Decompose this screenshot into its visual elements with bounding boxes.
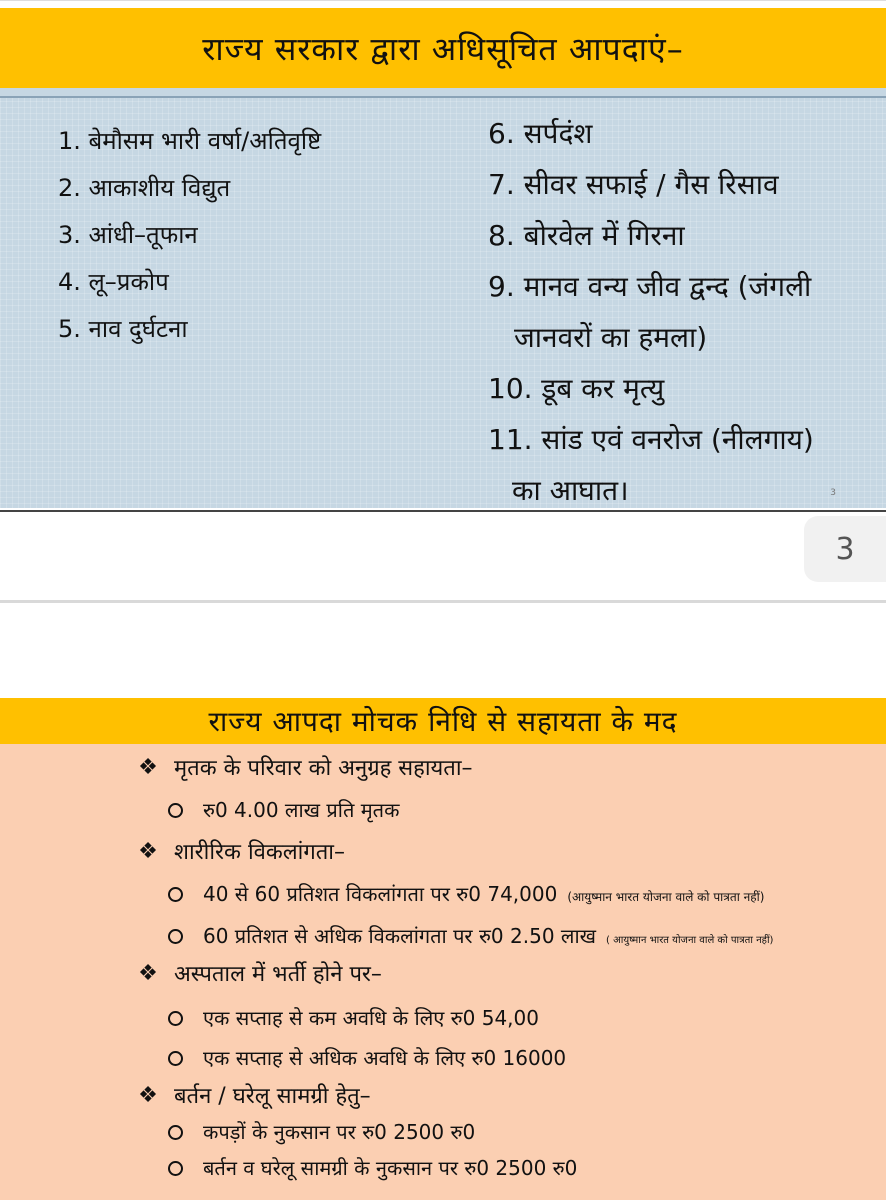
section-heading-text: अस्पताल में भर्ती होने पर– bbox=[174, 962, 382, 987]
sub-item-text: 60 प्रतिशत से अधिक विकलांगता पर रु0 2.50 लाख bbox=[203, 924, 597, 948]
sub-item bbox=[168, 922, 773, 949]
list-item: 4. लू–प्रकोप bbox=[58, 268, 169, 296]
sub-item bbox=[168, 1004, 539, 1031]
circle-bullet-icon bbox=[168, 1051, 183, 1066]
sub-item bbox=[168, 1118, 475, 1145]
circle-bullet-icon bbox=[168, 1161, 183, 1176]
slide-corner-mark: 3 bbox=[830, 488, 836, 498]
sub-item-text: एक सप्ताह से कम अवधि के लिए रु0 54,00 bbox=[203, 1006, 539, 1030]
right-list bbox=[488, 108, 868, 516]
section-heading-text: मृतक के परिवार को अनुग्रह सहायता– bbox=[174, 756, 473, 781]
list-item: 11. सांड एवं वनरोज (नीलगाय) bbox=[488, 423, 814, 456]
page-number-badge: 3 bbox=[804, 516, 886, 582]
list-item: 1. बेमौसम भारी वर्षा/अतिवृष्टि bbox=[58, 127, 322, 155]
list-item: 2. आकाशीय विद्युत bbox=[58, 174, 231, 202]
section-heading-text: शारीरिक विकलांगता– bbox=[174, 840, 346, 865]
diamond-bullet-icon: ❖ bbox=[138, 1082, 158, 1108]
sub-item-text: रु0 4.00 लाख प्रति मृतक bbox=[203, 798, 400, 822]
sub-item-text: कपड़ों के नुकसान पर रु0 2500 रु0 bbox=[203, 1120, 476, 1144]
sub-item bbox=[168, 880, 764, 907]
eligibility-note: ( आयुष्मान भारत योजना वाले को पात्रता नहीं) bbox=[606, 935, 774, 946]
sub-item-text: बर्तन व घरेलू सामग्री के नुकसान पर रु0 2500 रु0 bbox=[203, 1156, 578, 1180]
section-heading bbox=[136, 1080, 371, 1110]
circle-bullet-icon bbox=[168, 1011, 183, 1026]
circle-bullet-icon bbox=[168, 803, 183, 818]
circle-bullet-icon bbox=[168, 929, 183, 944]
slide1-body bbox=[0, 96, 886, 512]
slide2-title: राज्य आपदा मोचक निधि से सहायता के मद bbox=[0, 698, 886, 744]
circle-bullet-icon bbox=[168, 887, 183, 902]
circle-bullet-icon bbox=[168, 1125, 183, 1140]
section-heading bbox=[136, 958, 382, 988]
slide-disasters bbox=[0, 8, 886, 508]
list-item: 10. डूब कर मृत्यु bbox=[488, 372, 665, 405]
sub-item-text: 40 से 60 प्रतिशत विकलांगता पर रु0 74,000 bbox=[203, 882, 558, 906]
slide1-title: राज्य सरकार द्वारा अधिसूचित आपदाएं– bbox=[0, 8, 886, 88]
list-item: 6. सर्पदंश bbox=[488, 117, 593, 150]
list-item: 8. बोरवेल में गिरना bbox=[488, 219, 685, 252]
list-item: 9. मानव वन्य जीव द्वन्द (जंगली bbox=[488, 270, 812, 303]
sub-item bbox=[168, 796, 399, 823]
list-item: 7. सीवर सफाई / गैस रिसाव bbox=[488, 168, 779, 201]
diamond-bullet-icon: ❖ bbox=[138, 838, 158, 864]
slide-relief-items bbox=[0, 698, 886, 1200]
sub-item bbox=[168, 1154, 577, 1181]
sub-item bbox=[168, 1044, 566, 1071]
eligibility-note: (आयुष्मान भारत योजना वाले को पात्रता नहीं) bbox=[567, 890, 765, 904]
section-heading bbox=[136, 752, 473, 782]
diamond-bullet-icon: ❖ bbox=[138, 960, 158, 986]
page-separator bbox=[0, 600, 886, 603]
sub-item-text: एक सप्ताह से अधिक अवधि के लिए रु0 16000 bbox=[203, 1046, 567, 1070]
list-item: 5. नाव दुर्घटना bbox=[58, 315, 188, 343]
section-heading-text: बर्तन / घरेलू सामग्री हेतु– bbox=[174, 1084, 371, 1109]
list-item-continuation: जानवरों का हमला) bbox=[514, 321, 708, 354]
left-list bbox=[58, 118, 458, 353]
list-item: 3. आंधी–तूफान bbox=[58, 221, 198, 249]
diamond-bullet-icon: ❖ bbox=[138, 754, 158, 780]
list-item-continuation: का आघात। bbox=[512, 474, 629, 507]
section-heading bbox=[136, 836, 345, 866]
